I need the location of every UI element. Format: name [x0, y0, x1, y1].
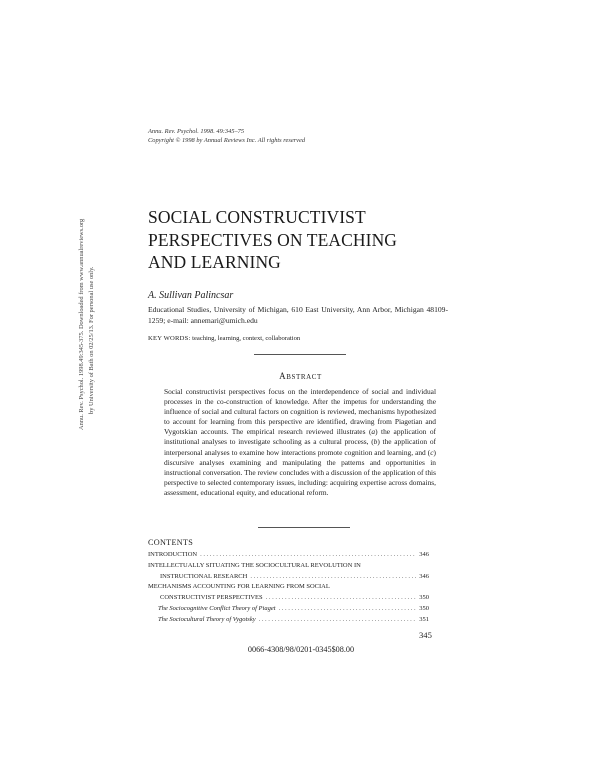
- toc-entry-mechanisms-line2[interactable]: CONSTRUCTIVIST PERSPECTIVES ..... 350: [148, 593, 429, 604]
- author-affiliation: Educational Studies, University of Michigan, 610 East University, Ann Arbor, Michigan 48109-1259; e-mail: annemari@umich.edu: [148, 305, 448, 325]
- keywords-values: teaching, learning, context, collaboration: [192, 335, 301, 342]
- contents-heading: CONTENTS: [148, 538, 194, 547]
- toc-entry-mechanisms-line1[interactable]: MECHANISMS ACCOUNTING FOR LEARNING FROM SOCIAL: [148, 583, 330, 591]
- table-of-contents: [148, 550, 429, 626]
- toc-entry-piaget[interactable]: The Sociocognitive Conflict Theory of Piaget ..... 350: [148, 604, 429, 615]
- abstract-text: Social constructivist perspectives focus on the interdependence of social and individual processes in the co-construction of knowledge. After the impetus for understanding the influence of social and cultural factors on cognition is reviewed, mechanisms hypothesized to account for learning from this perspective are identified, drawing from Piagetian and Vygotskian accounts. The empirical research reviewed illustrates (a) the application of institutional analyses to investigate schooling as a cultural process, (b) the application of interpersonal analyses to examine how interactions promote cognition and learning, and (c) discursive analyses examining and manipulating the patterns and opportunities in instructional conversation. The review concludes with a discussion of the application of this perspective to selected contemporary issues, including: acquiring expertise across domains, assessment, educational equity, and educational reform.: [164, 387, 436, 497]
- article-code: 0066-4308/98/0201-0345$08.00: [247, 645, 355, 654]
- watermark-line-1: Annu. Rev. Psychol. 1998.49:345-375. Downloaded from www.annualreviews.org: [78, 218, 85, 430]
- title-line-3: AND LEARNING: [148, 252, 281, 272]
- toc-entry-situating-line2[interactable]: INSTRUCTIONAL RESEARCH ..... 346: [148, 572, 429, 583]
- watermark-line-2: by University of Bath on 02/25/13. For personal use only.: [87, 266, 95, 414]
- divider-top: [254, 354, 346, 355]
- title-line-2: PERSPECTIVES ON TEACHING: [148, 229, 398, 250]
- page-number: 345: [419, 630, 432, 640]
- divider-bottom: [258, 527, 350, 528]
- download-watermark: [77, 219, 96, 430]
- title-line-1: SOCIAL CONSTRUCTIVIST: [148, 207, 366, 227]
- author-name: A. Sullivan Palincsar: [148, 290, 234, 301]
- copyright-line: Copyright © 1998 by Annual Reviews Inc. All rights reserved: [148, 137, 306, 144]
- keywords: [148, 335, 300, 342]
- toc-entry-vygotsky[interactable]: The Sociocultural Theory of Vygotsky ..... 351: [148, 615, 429, 626]
- journal-citation: Annu. Rev. Psychol. 1998. 49:345–75: [148, 128, 245, 135]
- abstract-heading: ABSTRACT: [279, 371, 322, 381]
- keywords-label: KEY WORDS:: [148, 335, 191, 342]
- toc-entry-situating-line1[interactable]: INTELLECTUALLY SITUATING THE SOCIOCULTURAL REVOLUTION IN: [148, 561, 361, 569]
- article-title: [148, 206, 397, 274]
- toc-entry-introduction[interactable]: INTRODUCTION ..... 346: [148, 550, 429, 561]
